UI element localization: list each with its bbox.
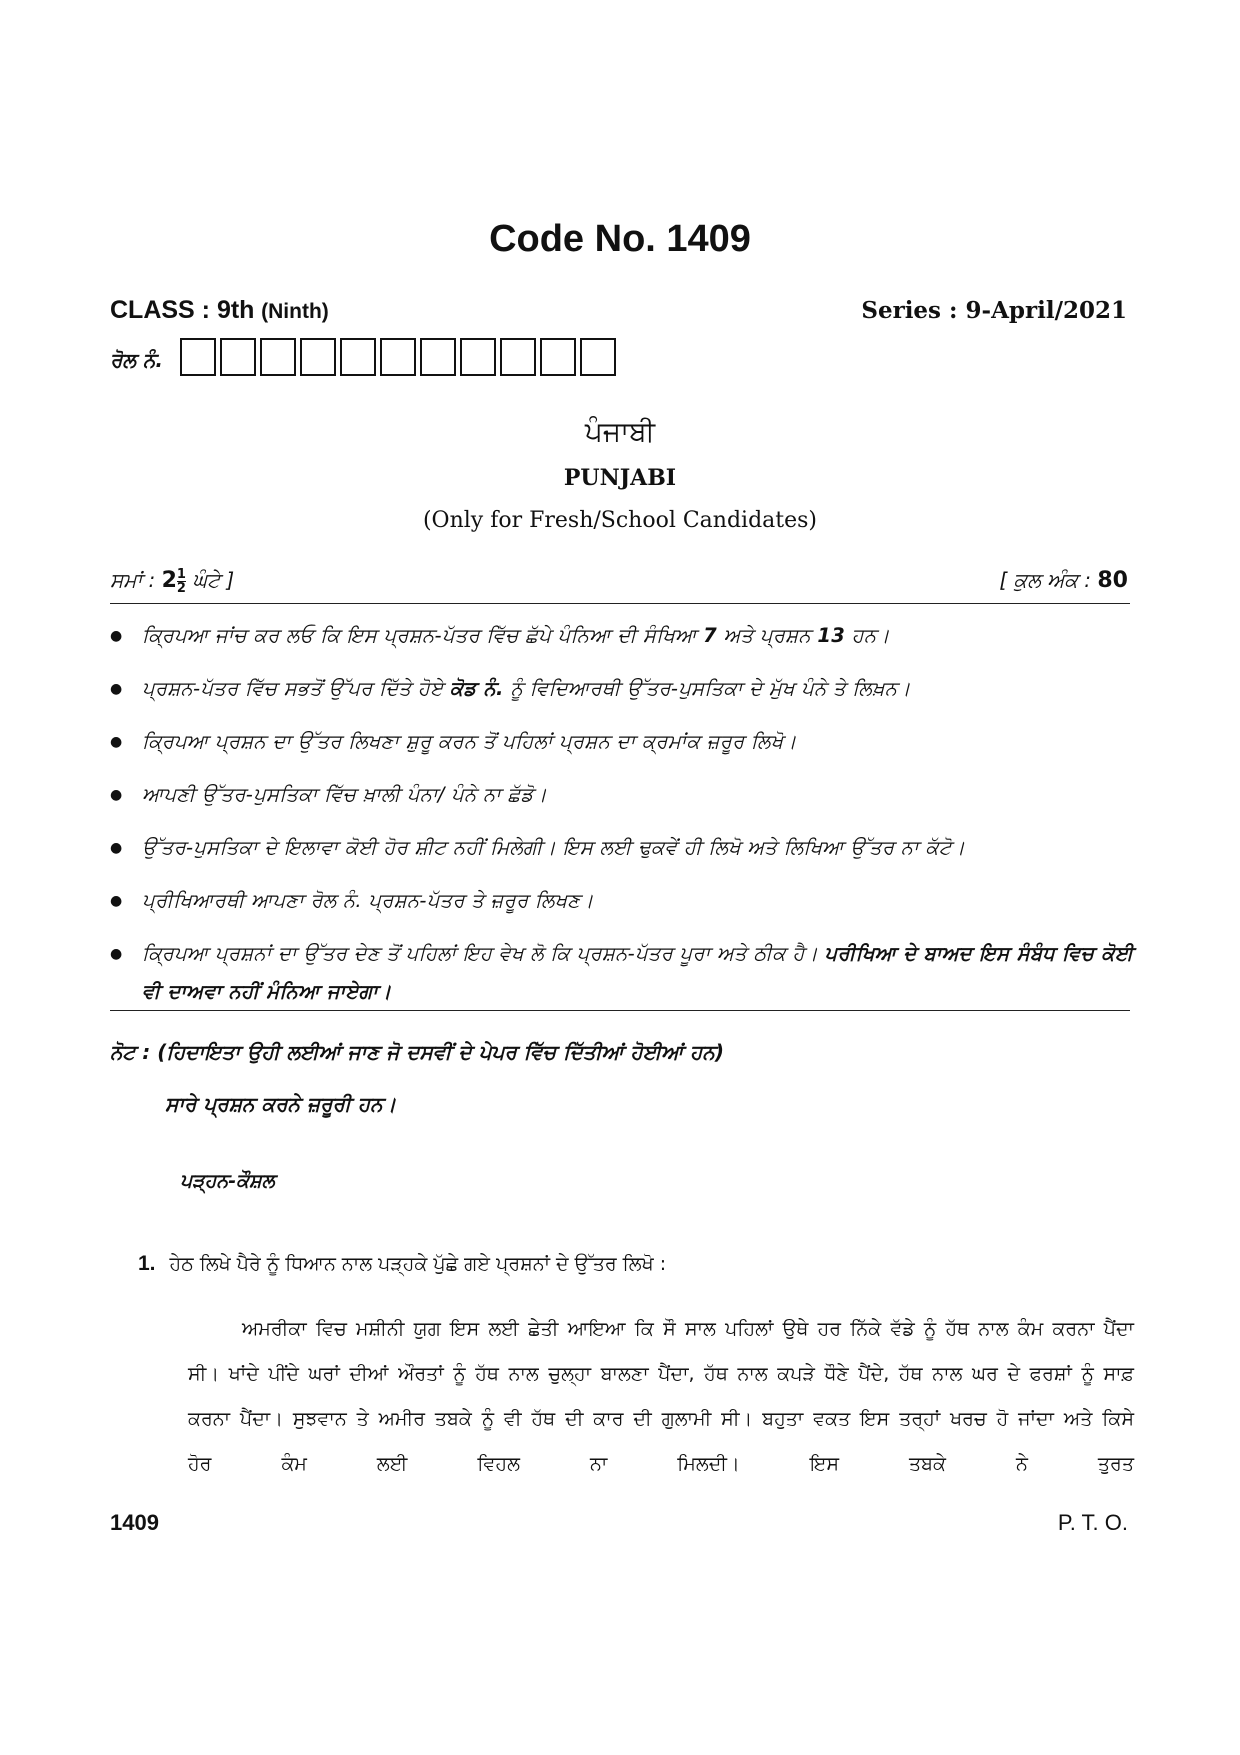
footer-pto: P. T. O. bbox=[1057, 1510, 1128, 1535]
roll-number-box[interactable] bbox=[260, 338, 296, 376]
time-allowed bbox=[110, 568, 234, 595]
class-value: CLASS : 9th bbox=[110, 296, 255, 324]
question-prompt: ਹੇਠ ਲਿਖੇ ਪੈਰੇ ਨੂੰ ਧਿਆਨ ਨਾਲ ਪੜ੍ਹਕੇ ਪੁੱਛੇ ਗਏ ਪ੍ਰਸ਼ਨਾਂ ਦੇ ਉੱਤਰ ਲਿਖੋ : bbox=[169, 1253, 667, 1275]
divider-bottom bbox=[110, 1010, 1130, 1011]
roll-number-box[interactable] bbox=[540, 338, 576, 376]
roll-number-box[interactable] bbox=[580, 338, 616, 376]
question-number: 1. bbox=[138, 1252, 156, 1275]
roll-number-box[interactable] bbox=[500, 338, 536, 376]
instruction-item: ● ਆਪਣੀ ਉੱਤਰ-ਪੁਸਤਿਕਾ ਵਿੱਚ ਖ਼ਾਲੀ ਪੰਨਾ/ ਪੰਨੇ ਨਾ ਛੱਡੋ। bbox=[110, 783, 1135, 807]
marks-prefix: [ ਕੁਲ ਅੰਕ : bbox=[999, 568, 1092, 592]
section-title: ਪੜ੍ਹਨ-ਕੌਸ਼ਲ bbox=[180, 1170, 275, 1192]
instruction-text: ਕ੍ਰਿਪਆ ਜਾਂਚ ਕਰ ਲਓ ਕਿ ਇਸ ਪ੍ਰਸ਼ਨ-ਪੱਤਰ ਵਿੱਚ ਛੱਪੇ ਪੰਨਿਆ ਦੀ ਸੰਖਿਆ bbox=[142, 624, 704, 647]
candidate-note: (Only for Fresh/School Candidates) bbox=[422, 508, 818, 533]
time-prefix: ਸਮਾਂ : bbox=[110, 568, 156, 592]
class-label bbox=[110, 296, 329, 325]
instruction-text: ਕ੍ਰਿਪਆ ਪ੍ਰਸ਼ਨਾਂ ਦਾ ਉੱਤਰ ਦੇਣ ਤੋਂ ਪਹਿਲਾਂ ਇਹ ਵੇਖ ਲੋ ਕਿ ਪ੍ਰਸ਼ਨ-ਪੱਤਰ ਪੂਰਾ ਅਤੇ ਠੀਕ ਹੈ। bbox=[142, 942, 825, 965]
instruction-text: ਪ੍ਰਸ਼ਨ-ਪੱਤਰ ਵਿੱਚ ਸਭਤੋਂ ਉੱਪਰ ਦਿੱਤੇ ਹੋਏ bbox=[142, 677, 450, 700]
question-count: 13 bbox=[817, 624, 846, 647]
class-note: (Ninth) bbox=[261, 300, 329, 323]
instructions-list bbox=[110, 624, 1135, 1040]
question-1 bbox=[138, 1252, 666, 1276]
total-marks bbox=[999, 568, 1128, 593]
series-label: Series : 9-April/2021 bbox=[861, 297, 1127, 324]
subject-title-english: PUNJABI bbox=[563, 465, 677, 491]
page-count: 7 bbox=[703, 624, 717, 647]
note-text: ਨੋਟ : (ਹਿਦਾਇਤਾ ਉਹੀ ਲਈਆਂ ਜਾਣ ਜੋ ਦਸਵੀਂ ਦੇ ਪੇਪਰ ਵਿੱਚ ਦਿੱਤੀਆਂ ਹੋਈਆਂ ਹਨ) bbox=[110, 1040, 724, 1064]
roll-number-box[interactable] bbox=[300, 338, 336, 376]
footer-code: 1409 bbox=[110, 1510, 159, 1535]
time-fraction bbox=[177, 568, 186, 595]
time-fraction-numerator: 1 bbox=[176, 567, 186, 582]
roll-number-label: ਰੋਲ ਨੰ. bbox=[110, 348, 163, 372]
code-emphasis: ਕੋਡ ਨੰ. bbox=[449, 677, 504, 700]
roll-number-box[interactable] bbox=[460, 338, 496, 376]
roll-number-box[interactable] bbox=[380, 338, 416, 376]
all-questions-compulsory: ਸਾਰੇ ਪ੍ਰਸ਼ਨ ਕਰਨੇ ਜ਼ਰੂਰੀ ਹਨ। bbox=[165, 1092, 397, 1116]
roll-number-box[interactable] bbox=[180, 338, 216, 376]
instruction-item: ● ਉੱਤਰ-ਪੁਸਤਿਕਾ ਦੇ ਇਲਾਵਾ ਕੋਈ ਹੋਰ ਸ਼ੀਟ ਨਹੀਂ ਮਿਲੇਗੀ। ਇਸ ਲਈ ਢੁਕਵੇਂ ਹੀ ਲਿਖੋ ਅਤੇ ਲਿਖਿਆ ਉੱਤਰ ਨਾ ਕੱਟੋ। bbox=[110, 836, 1135, 860]
marks-value: 80 bbox=[1097, 568, 1128, 593]
instruction-text: ਨੂੰ ਵਿਦਿਆਰਥੀ ਉੱਤਰ-ਪੁਸਤਿਕਾ ਦੇ ਮੁੱਖ ਪੰਨੇ ਤੇ ਲਿਖ਼ਨ। bbox=[503, 677, 911, 700]
divider-top bbox=[110, 603, 1130, 604]
time-fraction-denominator: 2 bbox=[176, 581, 186, 596]
instruction-text: ਅਤੇ ਪ੍ਰਸ਼ਨ bbox=[716, 624, 818, 647]
time-unit: ਘੰਟੇ ] bbox=[192, 568, 235, 592]
roll-number-boxes[interactable] bbox=[180, 338, 620, 376]
instruction-text: ਹਨ। bbox=[845, 624, 890, 647]
time-whole: 2 bbox=[161, 568, 177, 593]
instruction-item: ● ਕ੍ਰਿਪਆ ਪ੍ਰਸ਼ਨ ਦਾ ਉੱਤਰ ਲਿਖਣਾ ਸ਼ੁਰੂ ਕਰਨ ਤੋਂ ਪਹਿਲਾਂ ਪ੍ਰਸ਼ਨ ਦਾ ਕ੍ਰਮਾਂਕ ਜ਼ਰੂਰ ਲਿਖੋ। bbox=[110, 730, 1135, 754]
subject-title-punjabi: ਪੰਜਾਬੀ bbox=[584, 415, 656, 448]
comprehension-passage: ਅਮਰੀਕਾ ਵਿਚ ਮਸ਼ੀਨੀ ਯੁਗ ਇਸ ਲਈ ਛੇਤੀ ਆਇਆ ਕਿ ਸੌ ਸਾਲ ਪਹਿਲਾਂ ਉਥੇ ਹਰ ਨਿੱਕੇ ਵੱਡੇ ਨੂੰ ਹੱਥ ਨਾਲ ਕੰਮ ਕਰਨਾ ਪੈਂਦਾ ਸੀ। ਖਾਂਦੇ ਪੀਂਦੇ ਘਰਾਂ ਦੀਆਂ ਔਰਤਾਂ ਨੂੰ ਹੱਥ ਨਾਲ ਚੁਲ੍ਹਾ ਬਾਲਣਾ ਪੈਂਦਾ, ਹੱਥ ਨਾਲ ਕਪੜੇ ਧੌਣੇ ਪੈਂਦੇ, ਹੱਥ ਨਾਲ ਘਰ ਦੇ ਫਰਸ਼ਾਂ ਨੂੰ ਸਾਫ਼ ਕਰਨਾ ਪੈਂਦਾ। ਸੁਝਵਾਨ ਤੇ ਅਮੀਰ ਤਬਕੇ ਨੂੰ ਵੀ ਹੱਥ ਦੀ ਕਾਰ ਦੀ ਗੁਲਾਮੀ ਸੀ। ਬਹੁਤਾ ਵਕਤ ਇਸ ਤਰ੍ਹਾਂ ਖਰਚ ਹੋ ਜਾਂਦਾ ਅਤੇ ਕਿਸੇ ਹੋਰ ਕੰਮ ਲਈ ਵਿਹਲ ਨਾ ਮਿਲਦੀ। ਇਸ ਤਬਕੇ ਨੇ ਤੁਰਤ bbox=[188, 1318, 1134, 1475]
instruction-item bbox=[110, 677, 1135, 701]
roll-number-box[interactable] bbox=[340, 338, 376, 376]
roll-number-box[interactable] bbox=[420, 338, 456, 376]
instruction-item bbox=[110, 935, 1135, 1011]
code-number: Code No. 1409 bbox=[489, 218, 751, 260]
roll-number-box[interactable] bbox=[220, 338, 256, 376]
instruction-item bbox=[110, 624, 1135, 648]
instruction-item: ● ਪ੍ਰੀਖਿਆਰਥੀ ਆਪਣਾ ਰੋਲ ਨੰ. ਪ੍ਰਸ਼ਨ-ਪੱਤਰ ਤੇ ਜ਼ਰੂਰ ਲਿਖਣ। bbox=[110, 889, 1135, 913]
claim-warning: ਪਰੀਖਿਆ ਦੇ ਬਾਅਦ ਇਸ ਸੰਬੰਧ ਵਿਚ ਕੋਈ ਵੀ ਦਾਅਵਾ ਨਹੀਂ ਮੰਨਿਆ ਜਾਏਗਾ। bbox=[142, 942, 1134, 1003]
